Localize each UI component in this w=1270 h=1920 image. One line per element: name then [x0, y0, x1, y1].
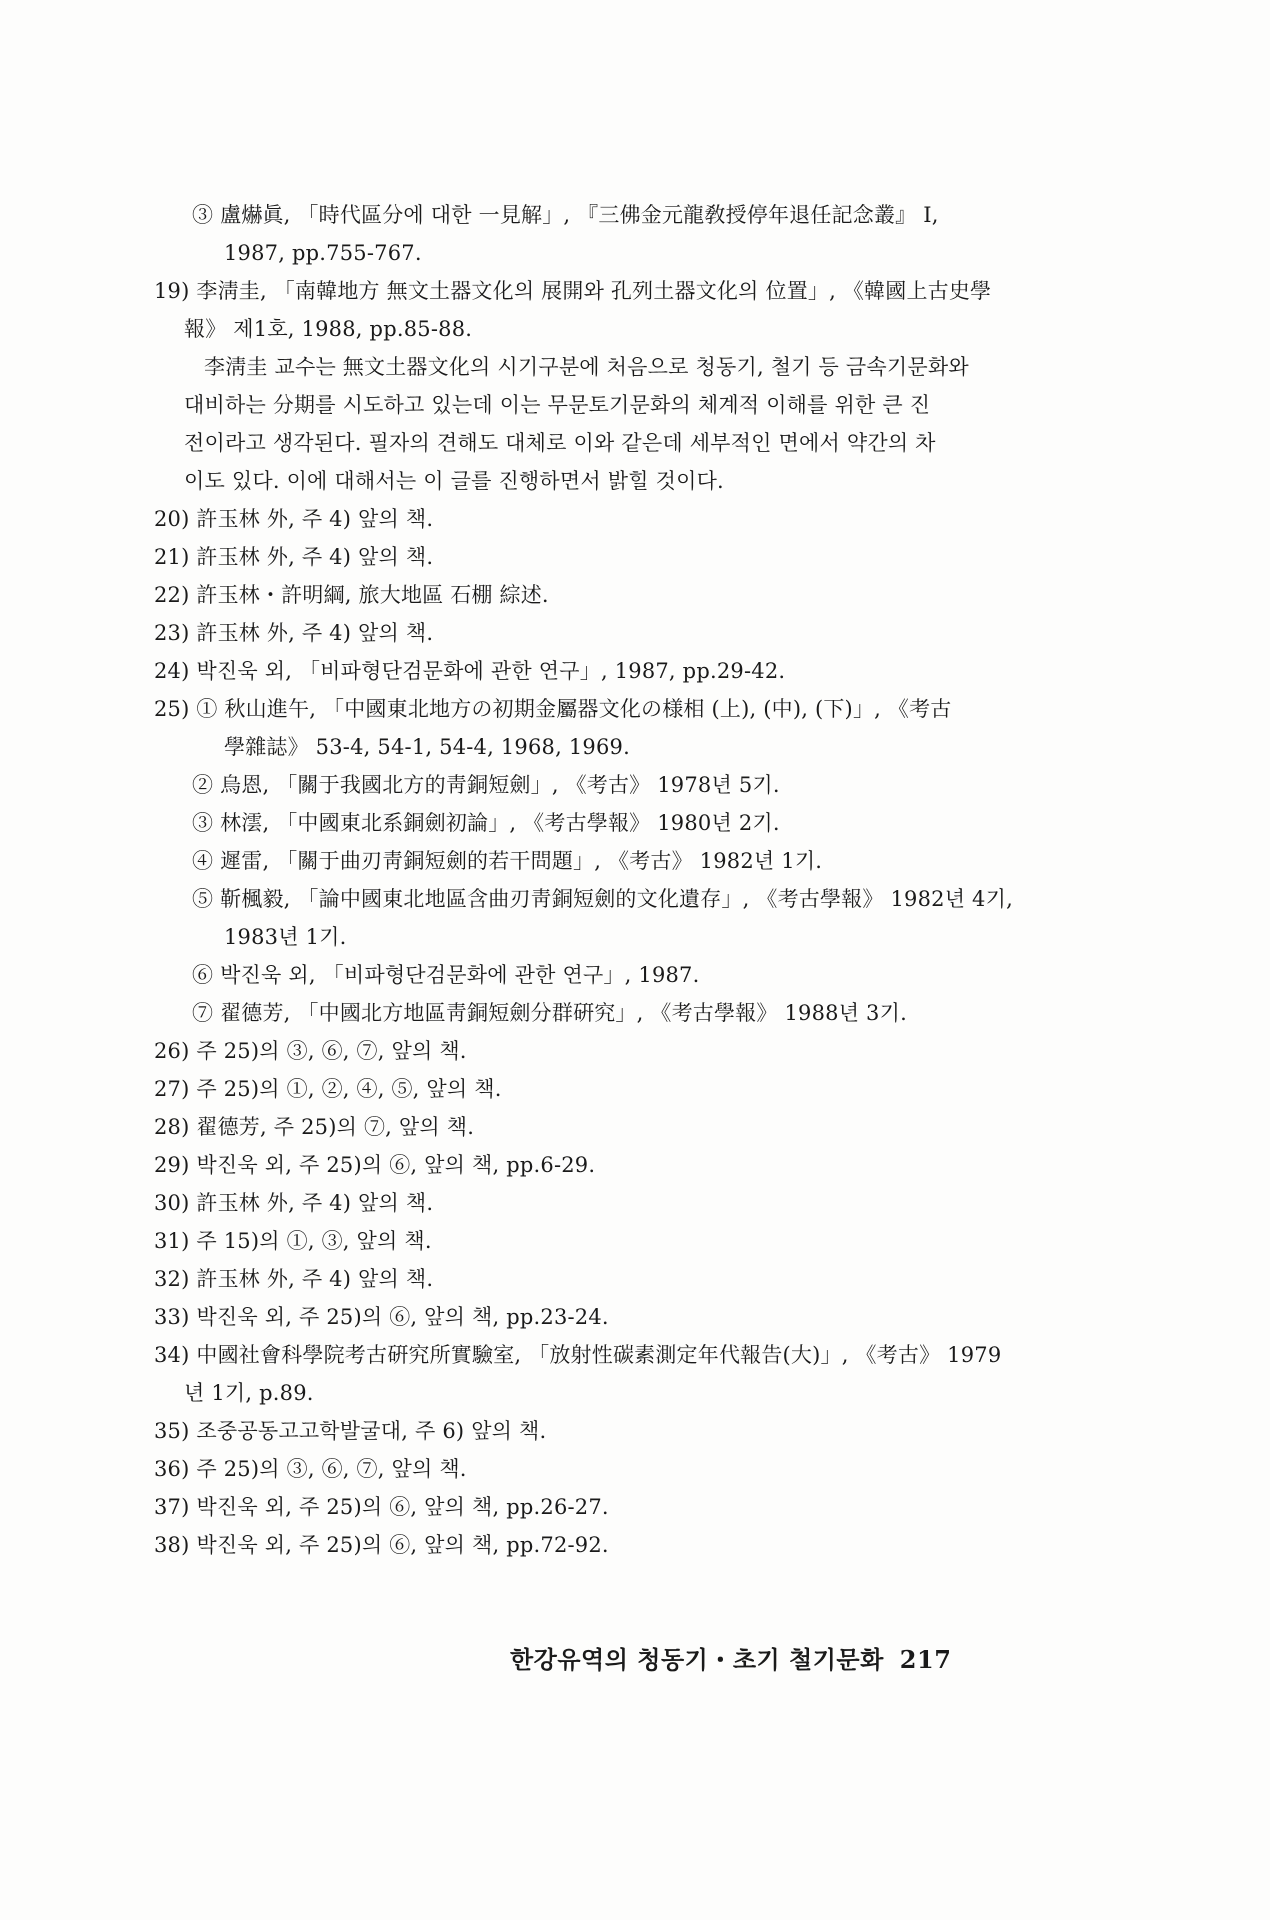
footnote-line: 35) 조중공동고고학발굴대, 주 6) 앞의 책.: [154, 1419, 547, 1443]
footnote-line: 전이라고 생각된다. 필자의 견해도 대체로 이와 같은데 세부적인 면에서 약간의 차: [184, 431, 936, 455]
footnote-line: ④ 遲雷, 「關于曲刃靑銅短劍的若干問題」, 《考古》 1982년 1기.: [192, 849, 823, 873]
footnote-line: 38) 박진욱 외, 주 25)의 ⑥, 앞의 책, pp.72-92.: [154, 1533, 609, 1557]
footnote-line: ② 烏恩, 「關于我國北方的靑銅短劍」, 《考古》 1978년 5기.: [192, 773, 780, 797]
footnote-line: 대비하는 分期를 시도하고 있는데 이는 무문토기문화의 체계적 이해를 위한 큰 진: [184, 393, 931, 417]
footnote-line: 27) 주 25)의 ①, ②, ④, ⑤, 앞의 책.: [154, 1077, 502, 1101]
footnote-line: 23) 許玉林 外, 주 4) 앞의 책.: [154, 621, 434, 645]
footnote-line: 25) ① 秋山進午, 「中國東北地方の初期金屬器文化の様相 (上), (中), (下)」, 《考古: [154, 697, 952, 721]
footnote-line: 30) 許玉林 外, 주 4) 앞의 책.: [154, 1191, 434, 1215]
footnote-line: 37) 박진욱 외, 주 25)의 ⑥, 앞의 책, pp.26-27.: [154, 1495, 609, 1519]
footnote-line: 36) 주 25)의 ③, ⑥, ⑦, 앞의 책.: [154, 1457, 467, 1481]
footnote-line: 1983년 1기.: [224, 925, 347, 949]
footnote-line: ③ 林澐, 「中國東北系銅劍初論」, 《考古學報》 1980년 2기.: [192, 811, 780, 835]
footnote-line: ⑤ 靳楓毅, 「論中國東北地區含曲刃靑銅短劍的文化遺存」, 《考古學報》 1982년 4기,: [192, 887, 1013, 911]
footnote-line: 李淸圭 교수는 無文土器文化의 시기구분에 처음으로 청동기, 철기 등 금속기문화와: [204, 355, 969, 379]
footnote-line: 20) 許玉林 外, 주 4) 앞의 책.: [154, 507, 434, 531]
footnote-line: 32) 許玉林 外, 주 4) 앞의 책.: [154, 1267, 434, 1291]
footnote-line: 26) 주 25)의 ③, ⑥, ⑦, 앞의 책.: [154, 1039, 467, 1063]
footnote-line: 33) 박진욱 외, 주 25)의 ⑥, 앞의 책, pp.23-24.: [154, 1305, 609, 1329]
footnote-line: ⑦ 翟德芳, 「中國北方地區靑銅短劍分群硏究」, 《考古學報》 1988년 3기.: [192, 1001, 907, 1025]
footnote-line: 이도 있다. 이에 대해서는 이 글를 진행하면서 밝힐 것이다.: [184, 469, 724, 493]
footnote-line: 21) 許玉林 外, 주 4) 앞의 책.: [154, 545, 434, 569]
footnote-line: 1987, pp.755-767.: [224, 241, 422, 265]
page-number: 217: [899, 1645, 952, 1674]
footnote-line: 28) 翟德芳, 주 25)의 ⑦, 앞의 책.: [154, 1115, 475, 1139]
running-footer: [510, 1640, 1050, 1675]
footnote-line: 34) 中國社會科學院考古硏究所實驗室, 「放射性碳素測定年代報告(大)」, 《考古》 1979: [154, 1343, 1002, 1367]
footnote-line: 學雜誌》 53-4, 54-1, 54-4, 1968, 1969.: [224, 735, 630, 759]
footnote-line: 22) 許玉林・許明綱, 旅大地區 石棚 綜述.: [154, 583, 549, 607]
footnote-line: 19) 李淸圭, 「南韓地方 無文土器文化의 展開와 孔列土器文化의 位置」, 《韓國上古史學: [154, 279, 992, 303]
footnote-line: ③ 盧爀眞, 「時代區分에 대한 一見解」, 『三佛金元龍敎授停年退任記念叢』 Ⅰ,: [192, 203, 939, 227]
footnote-line: 년 1기, p.89.: [184, 1381, 314, 1405]
footnote-line: 報》 제1호, 1988, pp.85-88.: [184, 317, 473, 341]
footnote-line: 31) 주 15)의 ①, ③, 앞의 책.: [154, 1229, 432, 1253]
footer-title: 한강유역의 청동기・초기 철기문화: [510, 1645, 884, 1674]
footnote-line: 29) 박진욱 외, 주 25)의 ⑥, 앞의 책, pp.6-29.: [154, 1153, 596, 1177]
footnote-line: 24) 박진욱 외, 「비파형단검문화에 관한 연구」, 1987, pp.29-42.: [154, 659, 786, 683]
footnote-line: ⑥ 박진욱 외, 「비파형단검문화에 관한 연구」, 1987.: [192, 963, 700, 987]
footnotes-list: [140, 196, 1060, 1564]
